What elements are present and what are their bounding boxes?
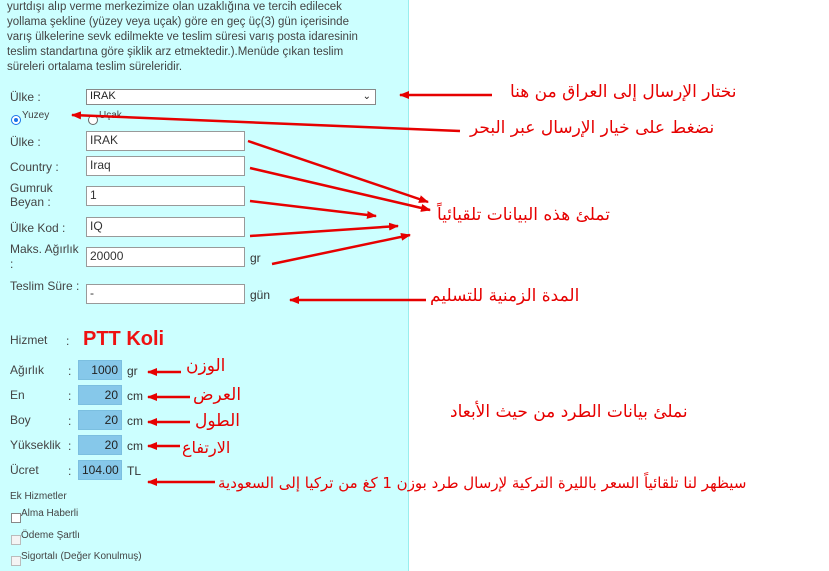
height-unit: cm [127, 439, 143, 453]
maks-agirlik-label-2: : [10, 257, 14, 271]
extra-services-title: Ek Hizmetler [10, 491, 67, 502]
annotation-press-sea: نضغط على خيار الإرسال عبر البحر [470, 118, 715, 138]
teslim-label: Teslim Süre : [10, 279, 80, 293]
country-select-value: IRAK [90, 90, 116, 102]
checkbox-odeme-sartli-label: Ödeme Şartlı [21, 530, 80, 541]
arrow-from-gumruk [250, 201, 376, 216]
ulke-field[interactable]: IRAK [86, 131, 245, 151]
annotation-fill-dims: نملئ بيانات الطرد من حيث الأبعاد [450, 402, 688, 422]
height-input[interactable]: 20 [78, 435, 122, 455]
weight-input[interactable]: 1000 [78, 360, 122, 380]
width-input[interactable]: 20 [78, 385, 122, 405]
ulke-kod-field[interactable]: IQ [86, 217, 245, 237]
intro-line: süreleri ortalama teslim süreleridir. [7, 61, 183, 73]
dim-label-boy: Boy [10, 413, 31, 427]
dim-label-yukseklik: Yükseklik [10, 438, 61, 452]
annotation-length: الطول [195, 411, 240, 431]
gumruk-label-1: Gumruk [10, 181, 53, 195]
arrow-to-surface-radio [72, 115, 460, 131]
annotation-choose-iraq: نختار الإرسال إلى العراق من هنا [510, 82, 737, 102]
country-field[interactable]: Iraq [86, 156, 245, 176]
annotation-price-note: سيظهر لنا تلقائياً السعر بالليرة التركية لإرسال طرد بوزن 1 كغ من تركيا إلى السعودية [218, 474, 747, 492]
dim-colon: : [68, 414, 72, 428]
price-field: 104.00 [78, 460, 122, 480]
ulke-label: Ülke : [10, 135, 41, 149]
annotation-width: العرض [193, 385, 242, 405]
length-unit: cm [127, 414, 143, 428]
hizmet-label: Hizmet [10, 333, 48, 347]
gumruk-field[interactable]: 1 [86, 186, 245, 206]
dim-label-agirlik: Ağırlık [10, 363, 45, 377]
width-unit: cm [127, 389, 143, 403]
arrow-from-ulke-kod [250, 226, 398, 236]
length-input[interactable]: 20 [78, 410, 122, 430]
teslim-field[interactable]: - [86, 284, 245, 304]
maks-agirlik-label-1: Maks. Ağırlık [10, 242, 79, 256]
chevron-down-icon: ⌄ [362, 91, 371, 102]
maks-agirlik-unit: gr [250, 251, 261, 265]
ulke-kod-label: Ülke Kod : [10, 221, 66, 235]
dim-label-ucret: Ücret [10, 463, 39, 477]
arrow-from-ulke [248, 141, 428, 202]
weight-unit: gr [127, 364, 138, 378]
country-select-label: Ülke : [10, 90, 41, 104]
radio-air-label: Uçak [99, 110, 122, 121]
annotation-auto-fill: تملئ هذه البيانات تلقيائياً [437, 205, 610, 225]
intro-line: yollama şekline (yüzey veya uçak) göre en geç üç(3) gün içerisinde [7, 16, 349, 28]
intro-line: yurtdışı alıp verme merkezimize olan uzaklığına ve tercih edilecek [7, 1, 342, 13]
dim-colon: : [68, 364, 72, 378]
arrow-from-maks [272, 235, 410, 264]
service-name: PTT Koli [83, 328, 165, 350]
dim-colon: : [68, 464, 72, 478]
annotation-height: الارتفاع [182, 438, 231, 457]
price-unit: TL [127, 464, 142, 478]
dim-colon: : [68, 389, 72, 403]
annotation-weight: الوزن [186, 356, 226, 376]
gumruk-label-2: Beyan : [10, 195, 51, 209]
intro-line: teslim standartına göre şiklik arz etmektedir.).Menüde çıkan teslim [7, 46, 344, 58]
dim-label-en: En [10, 388, 25, 402]
intro-line: varış ülkelerine sevk edilmekte ve teslim süresi varış posta idaresinin [7, 31, 358, 43]
radio-surface-label: Yuzey [22, 110, 50, 121]
maks-agirlik-field[interactable]: 20000 [86, 247, 245, 267]
dim-colon: : [68, 439, 72, 453]
teslim-unit: gün [250, 288, 271, 302]
checkbox-sigortali-label: Sigortalı (Değer Konulmuş) [21, 551, 142, 562]
hizmet-colon: : [66, 334, 70, 348]
checkbox-alma-haberli-label: Alma Haberli [21, 508, 79, 519]
country-label: Country : [10, 160, 59, 174]
annotation-delivery-time: المدة الزمنية للتسليم [430, 286, 580, 306]
